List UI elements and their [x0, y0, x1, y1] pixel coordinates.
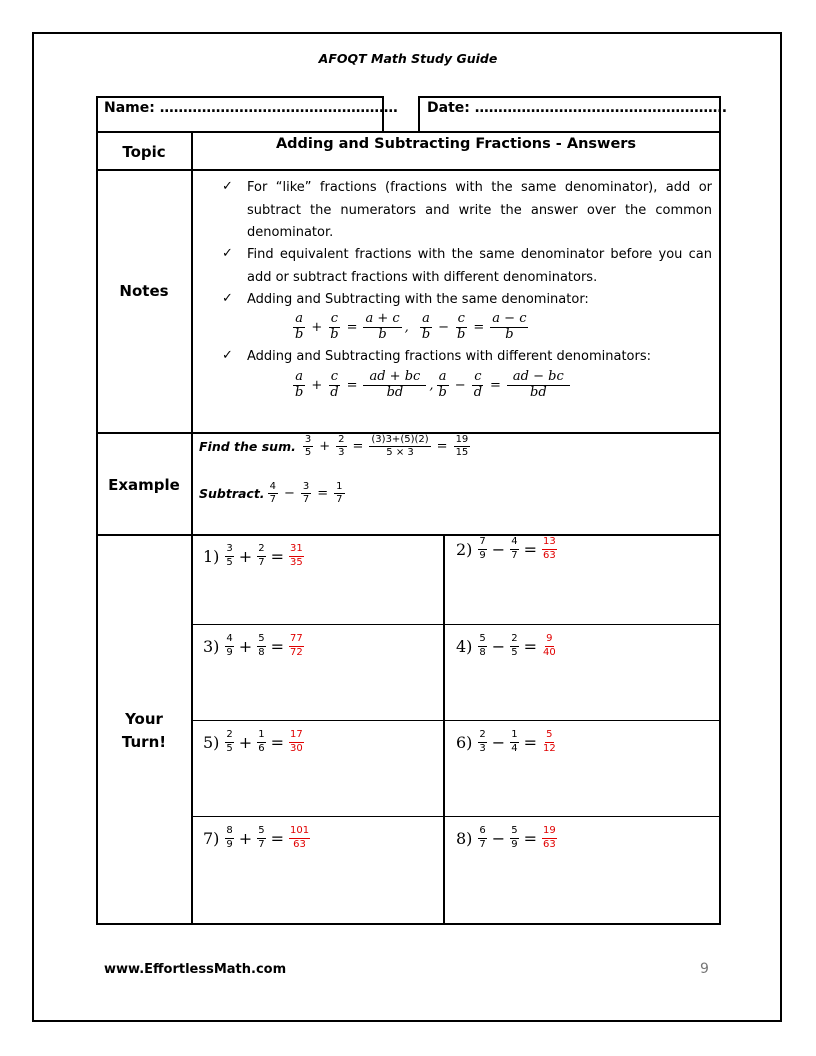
answer: $\frac{31}{35}$ [289, 543, 303, 568]
problem-5: 5) 2 5 + $\frac{1}{6}$ = $\frac{17}{30}$ [203, 729, 303, 754]
table-line [96, 169, 721, 171]
table-line [96, 534, 721, 536]
topic-title: Adding and Subtracting Fractions - Answers [275, 136, 637, 152]
answer: $\frac{5}{12}$ [542, 729, 556, 754]
notes-label: Notes [119, 282, 169, 300]
table-line [191, 131, 193, 925]
date-field[interactable]: Date: ……………………………………………… [427, 100, 727, 116]
check-icon: ✓ [222, 291, 233, 306]
name-field[interactable]: Name: …………………………………………… [104, 100, 398, 116]
example-label: Example [108, 476, 180, 494]
answer: $\frac{19}{63}$ [542, 825, 556, 850]
page-header: AFOQT Math Study Guide [318, 51, 498, 66]
topic-label: Topic [122, 143, 166, 161]
example-subtract: Subtract. $\frac{4}{7}$ − $\frac{3}{7}$ = $\frac{1}{7}$ [199, 481, 343, 505]
answer: $\frac{17}{30}$ [289, 729, 303, 754]
problem-8: 8) 6 7 − $\frac{5}{9}$ = $\frac{19}{63}$ [456, 825, 556, 850]
problem-6: 6) 2 3 − $\frac{1}{4}$ = $\frac{5}{12}$ [456, 729, 556, 754]
page-number: 9 [700, 961, 709, 977]
answer: $\frac{9}{40}$ [542, 633, 556, 658]
problem-3: 3) 4 9 + $\frac{5}{8}$ = $\frac{77}{72}$ [203, 633, 303, 658]
example-find-sum: Find the sum. $\frac{3}{5}$ + $\frac{2}{3}$ = $\frac{(3)3+(5)(2)}{5 \times 3}$ = $\frac{19}{15}$ [199, 434, 469, 458]
answer: $\frac{101}{63}$ [289, 825, 310, 850]
table-line [96, 131, 721, 133]
table-line [443, 534, 445, 925]
problem-1: 1) 3 5 + $\frac{2}{7}$ = $\frac{31}{35}$ [203, 543, 303, 568]
your-turn-label: Turn! [121, 733, 167, 751]
different-denominator-formula: $\frac{a}{b}$ + $\frac{c}{d}$ = $\frac{ad + bc}{bd}$ , $\frac{a}{b}$ − $\frac{c}{d}$ = $\frac{ad - bc}{bd}$ [290, 370, 573, 401]
footer-url[interactable]: www.EffortlessMath.com [104, 962, 287, 977]
table-line [719, 131, 721, 925]
table-line [192, 624, 720, 625]
table-line [96, 131, 98, 925]
problem-7: 7) 8 9 + $\frac{5}{7}$ = $\frac{101}{63}$ [203, 825, 310, 850]
problem-2: 2) 7 9 − $\frac{4}{7}$ = $\frac{13}{63}$ [456, 536, 556, 561]
check-icon: ✓ [222, 179, 233, 194]
table-line [192, 720, 720, 721]
check-icon: ✓ [222, 246, 233, 261]
answer: $\frac{13}{63}$ [542, 536, 556, 561]
note-1: For “like” fractions (fractions with the same denominator), add or subtract the numerators and write the answer over the common denominator. [247, 180, 712, 240]
same-denominator-formula: $\frac{a}{b}$ + $\frac{c}{b}$ = $\frac{a + c}{b}$ , $\frac{a}{b}$ − $\frac{c}{b}$ = $\frac{a - c}{b}$ [295, 311, 527, 342]
note-3: Adding and Subtracting with the same denominator: [247, 292, 589, 307]
problem-4: 4) 5 8 − $\frac{2}{5}$ = $\frac{9}{40}$ [456, 633, 556, 658]
answer: $\frac{77}{72}$ [289, 633, 303, 658]
table-line [192, 816, 720, 817]
table-line [96, 923, 721, 925]
note-4: Adding and Subtracting fractions with different denominators: [247, 349, 651, 364]
check-icon: ✓ [222, 348, 233, 363]
note-2: Find equivalent fractions with the same denominator before you can add or subtract fractions with different denominators. [247, 247, 712, 285]
your-turn-label: Your [125, 710, 163, 728]
